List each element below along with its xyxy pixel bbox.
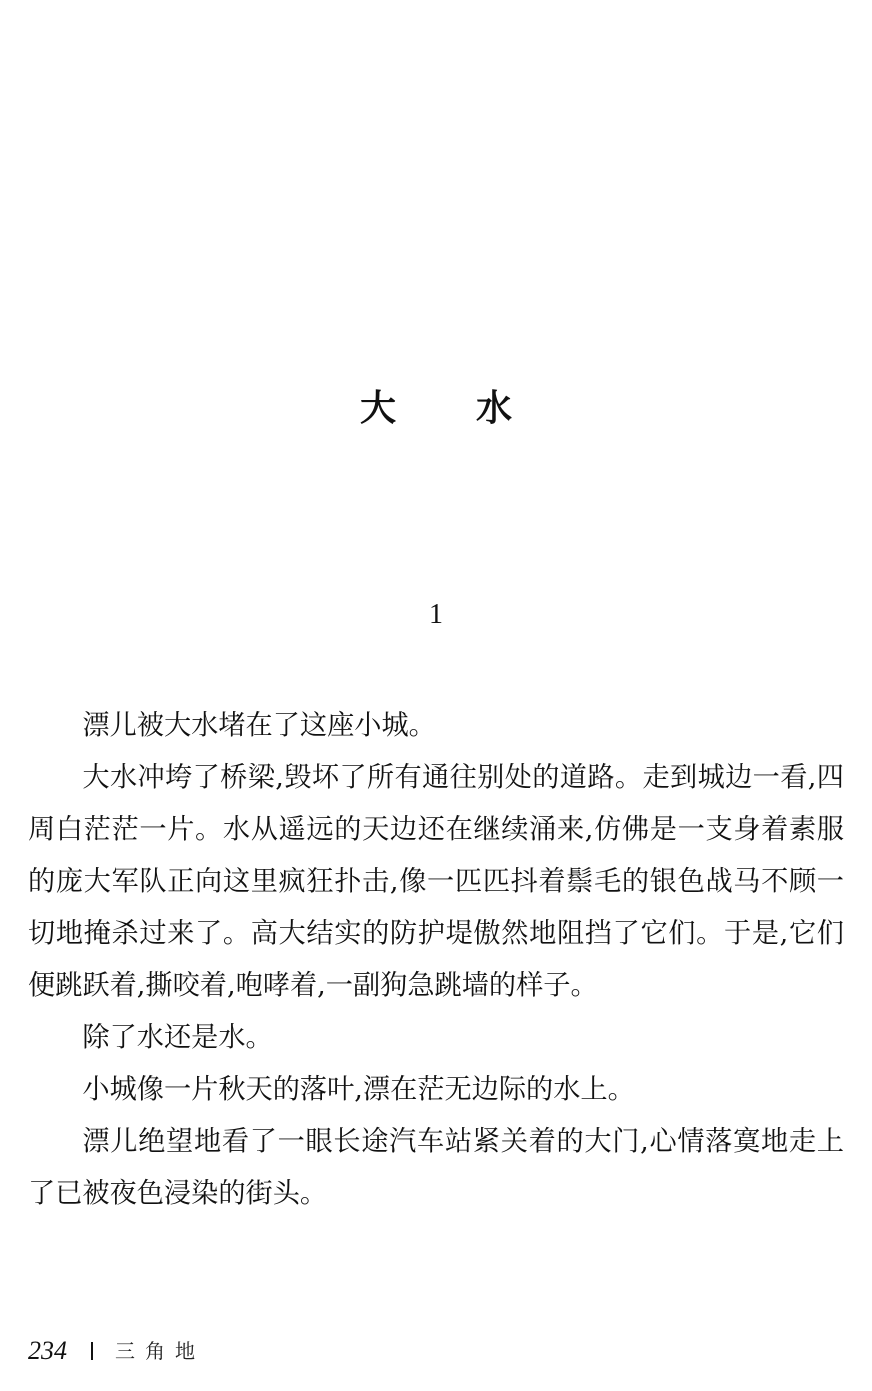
paragraph: 漂儿被大水堵在了这座小城。 [82, 710, 436, 741]
paragraph: 小城像一片秋天的落叶,漂在茫无边际的水上。 [82, 1074, 635, 1105]
section-number: 1 [429, 599, 443, 630]
paragraph: 漂儿绝望地看了一眼长途汽车站紧关着的大门,心情落寞地走上了已被夜色浸染的街头。 [28, 1126, 844, 1209]
paragraph: 除了水还是水。 [82, 1022, 273, 1053]
chapter-title-char: 水 [476, 388, 513, 429]
page-number: 234 [28, 1336, 67, 1365]
body-text [28, 700, 844, 1220]
page-footer [28, 1334, 205, 1368]
footer-divider [91, 1342, 93, 1360]
paragraph: 大水冲垮了桥梁,毁坏了所有通往别处的道路。走到城边一看,四周白茫茫一片。水从遥远的天边还在继续涌来,仿佛是一支身着素服的庞大军队正向这里疯狂扑击,像一匹匹抖着鬃毛的银色战马不顾一切地掩杀过来了。高大结实的防护堤傲然地阻挡了它们。于是,它们便跳跃着,撕咬着,咆哮着,一副狗急跳墙的样子。 [28, 762, 844, 1001]
chapter-title [0, 384, 872, 434]
chapter-title-char: 大 [359, 388, 396, 429]
book-title: 三角地 [115, 1339, 205, 1363]
